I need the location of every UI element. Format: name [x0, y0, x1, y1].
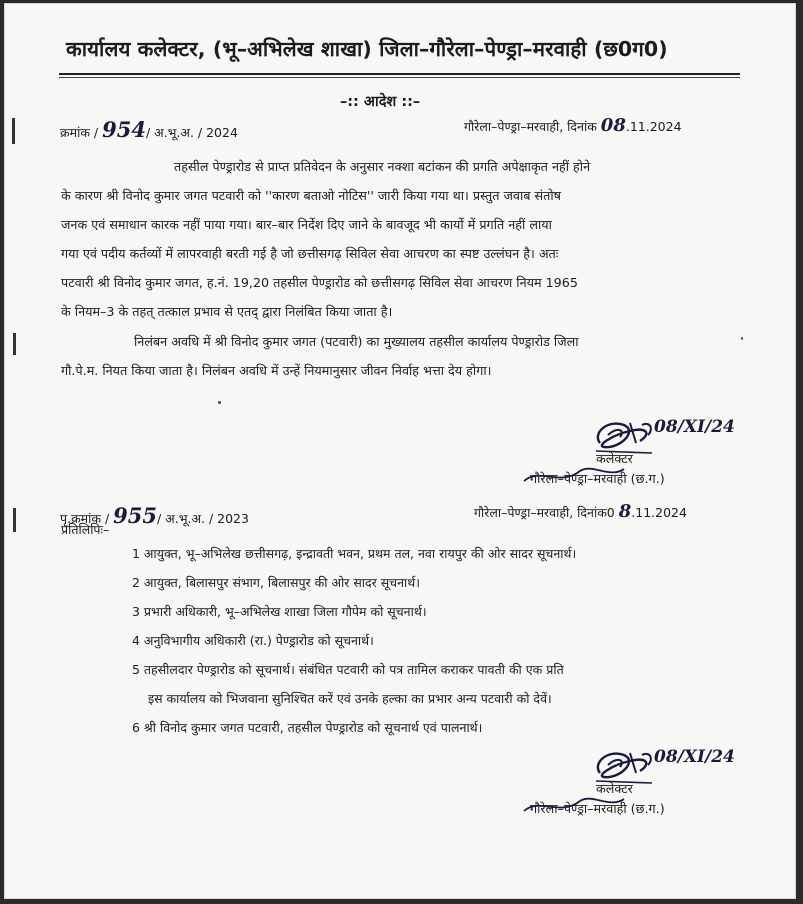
document-page: [4, 3, 796, 899]
para2-line: गौ.पे.म. नियत किया जाता है। निलंबन अवधि में उन्हें नियमानुसार जीवन निर्वाह भत्ता देय होगा।: [61, 363, 492, 378]
scan-mark: [13, 508, 16, 532]
para1-line: पटवारी श्री विनोद कुमार जगत, ह.नं. 19,20 तहसील पेण्ड्रारोड को छत्तीसगढ़ सिविल सेवा आचरण नियम 1965: [61, 275, 578, 290]
para1-line: गया एवं पदीय कर्तव्यों में लापरवाही बरती गई है जो छत्तीसगढ़ सिविल सेवा आचरण का स्पष्ट उल्लंघन है। अतः: [61, 246, 559, 261]
copy-list-item: 5 तहसीलदार पेण्ड्रारोड को सूचनार्थ। संबंधित पटवारी को पत्र तामिल कराकर पावती की एक प्रति: [132, 662, 564, 677]
scan-mark: [13, 333, 16, 355]
signature-designation: कलेक्टर: [596, 451, 633, 466]
signature-underline-scribble: [520, 791, 630, 819]
order-date: [464, 115, 682, 136]
signature-date-handwritten: 08/XI/24: [654, 747, 735, 767]
order-ref-prefix: क्रमांक /: [60, 125, 99, 140]
order-title: –:: आदेश ::–: [340, 94, 421, 110]
order-date-day: 08: [600, 115, 626, 136]
order-date-rest: .11.2024: [625, 119, 682, 134]
order-date-prefix: गौरेला–पेण्ड्रा–मरवाही, दिनांक: [464, 119, 597, 134]
para1-line: के नियम–3 के तहत् तत्काल प्रभाव से एतद् द्वारा निलंबित किया जाता है।: [61, 304, 393, 319]
signature-place: गौरेला–पेण्ड्रा–मरवाही (छ.ग.): [530, 801, 665, 816]
para1-line: जनक एवं समाधान कारक नहीं पाया गया। बार–बार निर्देश दिए जाने के बावजूद भी कार्यो में प्रगति नहीं लाया: [61, 217, 552, 232]
scan-mark: [12, 118, 15, 144]
copy-list-item: 3 प्रभारी अधिकारी, भू–अभिलेख शाखा जिला गौपेम को सूचनार्थ।: [132, 604, 427, 619]
endorsement-date-rest: .11.2024: [631, 505, 687, 520]
header-rule: [59, 73, 740, 75]
scan-speck: [218, 401, 221, 404]
copy-list-item: 4 अनुविभागीय अधिकारी (रा.) पेण्ड्रारोड को सूचनार्थ।: [132, 633, 374, 648]
header-rule-thin: [59, 77, 740, 78]
endorsement-date: [474, 501, 687, 522]
order-ref-number: 954: [102, 117, 146, 142]
copy-list-item-continued: इस कार्यालय को भिजवाना सुनिश्चित करें एवं उनके हल्का का प्रभार अन्य पटवारी को देवें।: [148, 691, 552, 706]
copy-list-item: 1 आयुक्त, भू–अभिलेख छत्तीसगढ़, इन्द्रावती भवन, प्रथम तल, नवा रायपुर की ओर सादर सूचनार्थ।: [132, 546, 577, 561]
signature-date-handwritten: 08/XI/24: [654, 417, 735, 437]
signature-place: गौरेला–पेण्ड्रा–मरवाही (छ.ग.): [530, 471, 665, 486]
endorsement-ref-number: 955: [113, 503, 157, 528]
scan-speck: [741, 337, 743, 340]
order-ref-suffix: / अ.भू.अ. / 2024: [145, 125, 238, 140]
endorsement-ref-suffix: / अ.भू.अ. / 2023: [157, 511, 249, 526]
endorsement-date-day: 8: [618, 501, 632, 522]
para2-line: निलंबन अवधि में श्री विनोद कुमार जगत (पटवारी) का मुख्यालय तहसील कार्यालय पेण्ड्रारोड जिला: [134, 334, 579, 349]
para1-line: के कारण श्री विनोद कुमार जगत पटवारी को ''कारण बताओ नोटिस'' जारी किया गया था। प्रस्तुत जवाब संतोष: [61, 188, 561, 203]
signature-designation: कलेक्टर: [596, 781, 633, 796]
signature-underline-scribble: [520, 461, 630, 489]
endorsement-ref-prefix: पृ.क्रमांक /: [60, 511, 110, 526]
office-title: कार्यालय कलेक्टर, (भू–अभिलेख शाखा) जिला–गौरेला–पेण्ड्रा–मरवाही (छ0ग0): [66, 37, 668, 61]
order-ref: [60, 117, 238, 142]
copy-list-item: 2 आयुक्त, बिलासपुर संभाग, बिलासपुर की ओर सादर सूचनार्थ।: [132, 575, 421, 590]
copy-label: प्रतिलिपिः–: [61, 522, 110, 537]
para1-line: तहसील पेण्ड्रारोड से प्राप्त प्रतिवेदन के अनुसार नक्शा बटांकन की प्रगति अपेक्षाकृत नहीं होने: [174, 159, 591, 174]
endorsement-date-prefix: गौरेला–पेण्ड्रा–मरवाही, दिनांक0: [474, 505, 615, 520]
copy-list-item: 6 श्री विनोद कुमार जगत पटवारी, तहसील पेण्ड्रारोड को सूचनार्थ एवं पालनार्थ।: [132, 720, 483, 735]
